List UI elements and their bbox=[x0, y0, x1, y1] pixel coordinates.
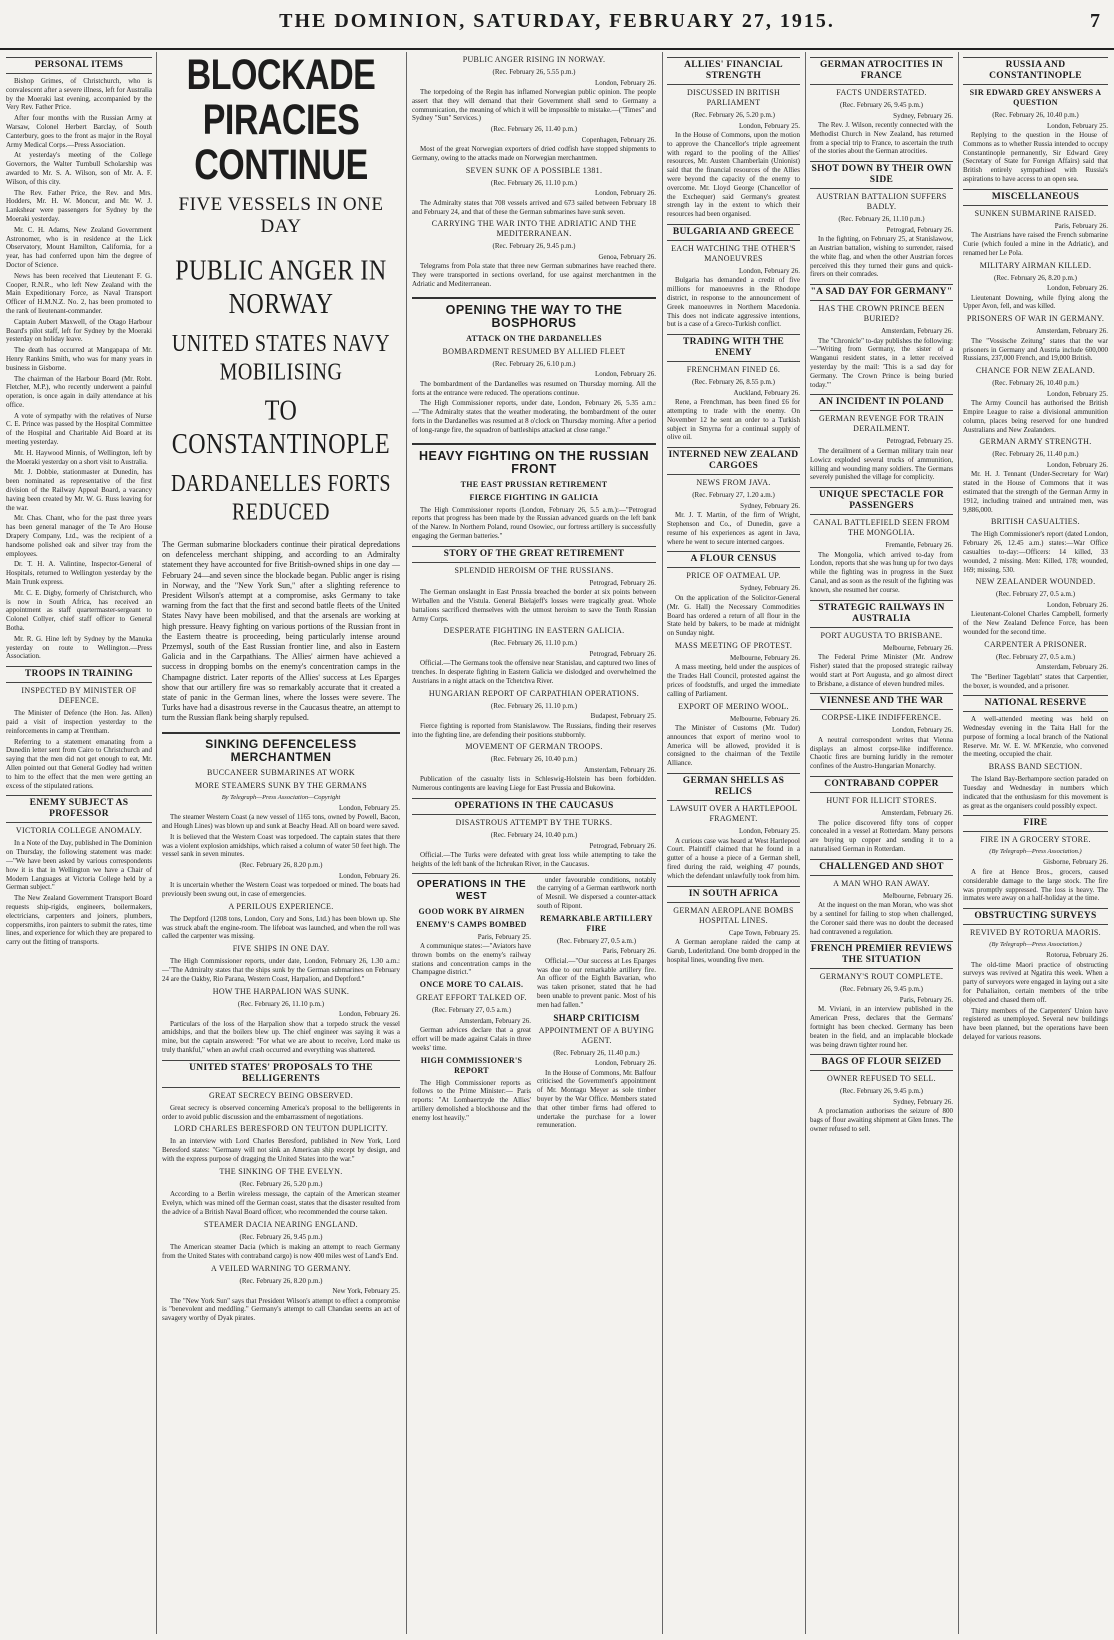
received-time: (Rec. February 26, 9.45 p.m.) bbox=[839, 101, 923, 109]
fire-subcolumn bbox=[537, 876, 656, 1133]
column-rule bbox=[156, 52, 157, 1634]
section-heading-copper: CONTRABAND COPPER bbox=[810, 776, 953, 793]
article-paragraph: The Deptford (1208 tons, London, Cory and Sons, Ltd.) has been blown up. She was struck abaft the engine-room. The lifeboat was launched, and when the roll was called the carpenter was missing. bbox=[162, 914, 400, 941]
article-paragraph: In a Note of the Day, published in The Dominion on Thursday, the following statement was made:—"We have been asked by various correspondents how it is that in Wellington we have a Chair of Modern Languages at Victoria College held by a German subject." bbox=[6, 839, 152, 892]
subheading: MOVEMENT OF GERMAN TROOPS. bbox=[465, 742, 603, 752]
dateline: Sydney, February 26. bbox=[893, 111, 953, 120]
article-paragraph: News has been received that Lieutenant F. G. Cooper, R.N.R., who left New Zealand with the Main Expeditionary Force, as Naval Transport Officer of H.M.N.Z. No. 2, has been promoted to the rank of lieutenant-commander. bbox=[6, 271, 152, 315]
section-heading-cargoes: INTERNED NEW ZEALAND CARGOES bbox=[667, 447, 800, 475]
subheading: FACTS UNDERSTATED. bbox=[836, 88, 927, 97]
section-heading-russia-constantinople: RUSSIA AND CONSTANTINOPLE bbox=[963, 57, 1108, 85]
dateline: London, February 26. bbox=[738, 266, 800, 275]
dateline: London, February 26. bbox=[1046, 600, 1108, 609]
article-paragraph: The chairman of the Harbour Board (Mr. Robt. Fletcher, M.P.), who recently underwent a painful operation, is once again in daily attendance at his office. bbox=[6, 374, 152, 409]
article-paragraph: The High Commissioner reports (London, February 26, 5.5 a.m.):—"Petrograd reports that progress has been made by the Russian advanced guards on the left bank of the Narew. In Northern Poland, round Osowiec, our fortress artillery is successfully engaging the German batteries." bbox=[412, 505, 656, 540]
article-paragraph: Rene, a Frenchman, has been fined £6 for attempting to trade with the enemy. On November 12 he sent an order to a Turkish subject in Smyrna for a continual supply of olive oil. bbox=[667, 398, 800, 442]
section-heading-us-proposals: UNITED STATES' PROPOSALS TO THE BELLIGERENTS bbox=[162, 1060, 400, 1088]
subheading: VICTORIA COLLEGE ANOMALY. bbox=[15, 826, 143, 836]
subheading: STEAMER DACIA NEARING ENGLAND. bbox=[204, 1219, 358, 1229]
article-paragraph: Mr. H. J. Tennant (Under-Secretary for War) stated in the House of Commons that it was estimated that the strength of the German Army in 1912, including trained and untrained men, was 9,886,000. bbox=[963, 470, 1108, 514]
article-paragraph: The Austrians have raised the French submarine Curie (which fouled a mine in the Adriatic), and renamed her Le Pola. bbox=[963, 231, 1108, 257]
article-paragraph: Mr. J. T. Martin, of the firm of Wright, Stephenson and Co., of Dunedin, gave a resume of his experiences as agent in Java, where he went to secure interned cargoes. bbox=[667, 511, 800, 546]
subheading: SUNKEN SUBMARINE RAISED. bbox=[974, 208, 1097, 218]
subheading: BUCCANEER SUBMARINES AT WORK bbox=[207, 767, 355, 777]
section-heading-south-africa: IN SOUTH AFRICA bbox=[667, 886, 800, 903]
dateline: Fremantle, February 26. bbox=[885, 541, 953, 550]
subheading: PRICE OF OATMEAL UP. bbox=[686, 571, 781, 581]
dateline: Sydney, February 26. bbox=[740, 501, 800, 510]
received-time: (Rec. February 26, 10.40 p.m.) bbox=[992, 111, 1079, 119]
article-paragraph: The German onslaught in East Prussia breached the border at six points between Wirballen and the Vistula. General Bielajeff's losses were tragically great. Whole battalions sacrificed themselves with the utmost heroism to save the Tenth Russian Army Corps. bbox=[412, 588, 656, 623]
article-paragraph: In the House of Commons, Mr. Balfour criticised the Government's appointment of Mr. Montagu Meyer as sole timber buyer by the War Office. Members stated that other timber firms had offered to undertake the purchase for a lower remuneration. bbox=[537, 1068, 656, 1130]
article-paragraph: Mr. Chas. Chant, who for the past three years has been general manager of the Te Aro House Drapery Company, Ltd., was the recipient of a handsome polished oak and silver tray from the employees. bbox=[6, 514, 152, 558]
article-paragraph: The police discovered fifty tons of copper concealed in a vessel at Rotterdam. Many persons are buying up copper and sending it to a naturalised German in Rotterdam. bbox=[810, 818, 953, 853]
dateline: Petrograd, February 26. bbox=[589, 841, 656, 850]
section-heading-sinking: SINKING DEFENCELESS MERCHANTMEN bbox=[162, 732, 400, 764]
dateline: Cape Town, February 25. bbox=[728, 928, 800, 937]
received-time: (Rec. February 26, 11.10 p.m.) bbox=[838, 215, 925, 224]
subheading: HUNGARIAN REPORT OF CARPATHIAN OPERATIONS. bbox=[428, 688, 640, 698]
dateline: Paris, February 26. bbox=[1054, 221, 1108, 230]
section-heading-atrocities: GERMAN ATROCITIES IN FRANCE bbox=[810, 57, 953, 85]
article-paragraph: It is uncertain whether the Western Coast was torpedoed or mined. The boats had previously been swung out, in case of emergencies. bbox=[162, 881, 400, 898]
dateline: Petrograd, February 26. bbox=[886, 225, 953, 234]
main-headline: BLOCKADE PIRACIES CONTINUE bbox=[186, 52, 376, 189]
article-paragraph: Mr. C. H. Adams, New Zealand Government Astronomer, who is in residence at the Lick Observatory, Mount Hamilton, California, for a year, has had conferred upon him the degree of Doctor of Science. bbox=[6, 225, 152, 269]
subheading: GERMAN REVENGE FOR TRAIN DERAILMENT. bbox=[818, 414, 945, 434]
article-paragraph: It is believed that the Western Coast was torpedoed. The captain states that there was a violent explosion amidships, which raised a column of water 50 feet high. The vessel sank in seven minutes. bbox=[162, 832, 400, 859]
byline: (By Telegraph—Press Association.) bbox=[989, 941, 1082, 949]
subheading: REVIVED BY ROTORUA MAORIS. bbox=[970, 928, 1101, 938]
article-paragraph: The Mongolia, which arrived to-day from London, reports that she was hung up for two days while the fighting was in progress in the Suez Canal, and as soon as the result of the fighting was known, she resumed her course. bbox=[810, 550, 953, 594]
dateline: Petrograd, February 25. bbox=[886, 437, 953, 446]
personal-items-list bbox=[6, 77, 152, 661]
article-paragraph: The Minister of Defence (the Hon. Jas. Allen) paid a visit of inspection yesterday to the reinforcements in camp at Trentham. bbox=[6, 709, 152, 735]
subheading: SHARP CRITICISM bbox=[553, 1012, 640, 1023]
dateline: London, February 25. bbox=[1046, 389, 1108, 398]
article-paragraph: The "Vossische Zeitung" states that the war prisoners in Germany and Austria include 600,000 Russians, 237,000 French, and 19,000 British. bbox=[963, 336, 1108, 363]
byline: (By Telegraph—Press Association.) bbox=[989, 848, 1082, 856]
dateline: Auckland, February 26. bbox=[733, 388, 800, 397]
article-paragraph: The Minister of Customs (Mr. Tudor) announces that export of merino wool to America will be allowed, provided it is consigned to the chairman of the Textile Alliance. bbox=[667, 724, 800, 768]
received-time: (Rec. February 27, 0.5 a.m.) bbox=[995, 652, 1076, 661]
subheading: FIRE IN A GROCERY STORE. bbox=[980, 835, 1091, 845]
subheading: ATTACK ON THE DARDANELLES bbox=[466, 333, 602, 343]
article-paragraph: The "New York Sun" says that President Wilson's attempt to effect a compromise is "benevolent and meddling." Germany's attempt to call Chandau seems an act of savagery worthy of Dyak pirates. bbox=[162, 1296, 400, 1323]
subheading: FIERCE FIGHTING IN GALICIA bbox=[469, 492, 599, 502]
dateline: Melbourne, February 26. bbox=[730, 653, 800, 662]
dateline: Petrograd, February 26. bbox=[589, 578, 656, 587]
subheading: ONCE MORE TO CALAIS. bbox=[419, 980, 524, 990]
column-5 bbox=[810, 52, 953, 1634]
dateline: Amsterdam, February 26. bbox=[881, 809, 953, 817]
dateline: London, February 26. bbox=[338, 871, 400, 880]
article-paragraph: The "Berliner Tageblatt" states that Carpentier, the boxer, is wounded, and a prisoner. bbox=[963, 672, 1108, 690]
subheading: HIGH COMMISSIONER'S REPORT bbox=[420, 1055, 523, 1075]
subheading: ENEMY'S CAMPS BOMBED bbox=[416, 919, 527, 929]
article-paragraph: Official.—The Germans took the offensive near Stanislau, and captured two lines of trenches. In desperate fighting in Eastern Galicia we dislodged and overwhelmed the Austrians in a night attack on the Tchetchva River. bbox=[412, 659, 656, 686]
dateline: Amsterdam, February 26. bbox=[1036, 327, 1108, 336]
received-time: (Rec. February 26, 8.20 p.m.) bbox=[239, 1276, 323, 1285]
column-2 bbox=[162, 52, 400, 1634]
section-heading-trading: TRADING WITH THE ENEMY bbox=[667, 334, 800, 362]
article-paragraph: The American steamer Dacia (which is making an attempt to reach Germany from the United States with contraband cargo) is now 400 miles west of Land's End. bbox=[162, 1243, 400, 1260]
article-paragraph: The derailment of a German military train near Lowicz exploded several trucks of ammunition, killing and wounding many soldiers. The Germans severely punished the village for complicity. bbox=[810, 446, 953, 482]
subheading: MILITARY AIRMAN KILLED. bbox=[979, 260, 1092, 270]
received-time: (Rec. February 26, 11.10 p.m.) bbox=[237, 999, 325, 1008]
section-heading-challenged: CHALLENGED AND SHOT bbox=[810, 859, 953, 876]
section-heading-west: OPERATIONS IN THE WEST bbox=[416, 878, 527, 902]
subheading: DESPERATE FIGHTING IN EASTERN GALICIA. bbox=[443, 626, 625, 636]
dateline: Amsterdam, February 26. bbox=[881, 327, 953, 336]
dateline: New York, February 25. bbox=[332, 1287, 400, 1296]
section-heading-shot-down: SHOT DOWN BY THEIR OWN SIDE bbox=[810, 161, 953, 189]
subheading: CHANCE FOR NEW ZEALAND. bbox=[975, 366, 1096, 376]
subheading: LORD CHARLES BERESFORD ON TEUTON DUPLICITY. bbox=[174, 1124, 388, 1134]
received-time: (Rec. February 26, 11.10 p.m.) bbox=[490, 639, 578, 648]
received-time: (Rec. February 26, 5.20 p.m.) bbox=[691, 111, 775, 119]
article-paragraph: The old-time Maori practice of obstructing surveys was revived at Ngatira this week. When a party of surveyors were engaged in laying out a site for Puhaliaiton, certain members of the tribe objected and chased them off. bbox=[963, 960, 1108, 1004]
masthead bbox=[0, 0, 1114, 50]
subheading: LAWSUIT OVER A HARTLEPOOL FRAGMENT. bbox=[669, 804, 798, 824]
subheading: A VEILED WARNING TO GERMANY. bbox=[211, 1263, 351, 1273]
subheading: CARPENTER A PRISONER. bbox=[984, 639, 1087, 649]
article-paragraph: The Rev. Father Price, the Rev. and Mrs. Hodders, Mr. H. W. Moncur, and Mr. W. J. Lankshear were passengers for Sydney by the Moeraki yesterday. bbox=[6, 188, 152, 223]
dateline: Petrograd, February 26. bbox=[589, 649, 656, 658]
dateline: Sydney, February 26. bbox=[893, 1097, 953, 1106]
dateline: London, February 25. bbox=[738, 827, 800, 836]
article-paragraph: In the House of Commons, upon the motion to approve the Chancellor's triple agreement with regard to the pooling of the Allies' resources, Mr. Austen Chamberlain (Unionist) said that the financial resources of the Allies were beyond the capacity of the enemy to overcome. Mr. Lloyd George (Chancellor of the Exchequer) said Germany's greatest strength lay in the extent to which their resources had been organised. bbox=[667, 131, 800, 219]
column-rule bbox=[406, 52, 407, 1634]
subheading: DISASTROUS ATTEMPT BY THE TURKS. bbox=[455, 818, 613, 827]
article-paragraph: A well-attended meeting was held on Wednesday evening in the Taita Hall for the purpose of forming a local branch of the National Reserve. Mr. W. E. W. M'Kenzie, who convened the meeting, occupied the chair. bbox=[963, 715, 1108, 759]
section-heading-shells: GERMAN SHELLS AS RELICS bbox=[667, 773, 800, 801]
subheading: EXPORT OF MERINO WOOL. bbox=[678, 701, 789, 711]
dateline: London, February 25. bbox=[338, 803, 400, 812]
received-time: (Rec. February 26, 8.20 p.m.) bbox=[239, 861, 323, 870]
section-heading-vienna: VIENNESE AND THE WAR bbox=[810, 693, 953, 710]
subheading: NEWS FROM JAVA. bbox=[696, 478, 771, 488]
received-time: (Rec. February 27, 0.5 a.m.) bbox=[556, 936, 637, 945]
dateline: London, February 26. bbox=[594, 370, 656, 379]
dateline: Amsterdam, February 26. bbox=[459, 1016, 531, 1025]
received-time: (Rec. February 26, 8.20 p.m.) bbox=[993, 273, 1077, 282]
article-paragraph: In the fighting, on February 25, at Stanislawow, an Austrian battalion, wishing to surrender, raised the white flag, and when the other Austrian forces perceived this they turned their guns and quick-firers on their comrades. bbox=[810, 235, 953, 279]
received-time: (Rec. February 27, 1.20 a.m.) bbox=[692, 491, 775, 500]
article-paragraph: Lieutenant-Colonel Charles Campbell, formerly of the New Zealand Defence Force, has been wounded for the second time. bbox=[963, 610, 1108, 636]
subheading: EACH WATCHING THE OTHER'S MANOEUVRES bbox=[671, 243, 796, 263]
article-paragraph: Bishop Grimes, of Christchurch, who is convalescent after a severe illness, left for Australia by the Moeraki last evening, accompanied by the Very Rev. Father Price. bbox=[6, 77, 152, 112]
article-paragraph: Most of the great Norwegian exporters of dried codfish have stopped shipments to Germany, owing to the attacks made on Norwegian merchantmen. bbox=[412, 145, 656, 162]
article-paragraph: The High Commissioner reports, under date, London, February 26, 1.30 a.m.:—"The Admiralty states that the ships sunk by the German submarines on February 24 are the Oakby, Rio Parana, Western Coast, Harpalion, and Deptford." bbox=[162, 957, 400, 983]
article-paragraph: According to a Berlin wireless message, the captain of the American steamer Evelyn, which was mined off the German coast, states that the disaster resulted from the advice of a British Naval Board officer, who recommended the course taken. bbox=[162, 1190, 400, 1216]
article-paragraph: A neutral correspondent writes that Vienna displays an almost corpse-like indifference. Chaotic fires are burning luridly in the remoter confines of the Austro-Hungarian Monarchy. bbox=[810, 735, 953, 771]
dateline: London, February 26. bbox=[594, 78, 656, 87]
article-paragraph: A communique states:—"Aviators have thrown bombs on the enemy's railway stations and concentration camps in the Champagne district." bbox=[412, 942, 531, 977]
section-heading-miscellaneous: MISCELLANEOUS bbox=[963, 189, 1108, 206]
section-heading-railways: STRATEGIC RAILWAYS IN AUSTRALIA bbox=[810, 600, 953, 628]
article-paragraph: Particulars of the loss of the Harpalion show that a torpedo struck the vessel amidships, and that the boilers blew up. The chief engineer was saying it was a mine, but the captain answered: "For what we are about to receive, Lord make us truly thankful," when an awful crash occurred and everything was shattered. bbox=[162, 1019, 400, 1054]
received-time: (Rec. February 26, 5.20 p.m.) bbox=[239, 1179, 323, 1188]
headline-deck: FIVE VESSELS IN ONE DAY bbox=[178, 194, 384, 237]
received-time: (Rec. February 26, 11.40 p.m.) bbox=[992, 450, 1079, 459]
section-heading-personal-items: PERSONAL ITEMS bbox=[6, 57, 152, 74]
received-time: (Rec. February 26, 9.45 p.m.) bbox=[839, 985, 923, 994]
article-paragraph: Dr. T. H. A. Valintine, Inspector-General of Hospitals, returned to Wellington yesterday by the Main Trunk express. bbox=[6, 560, 152, 587]
section-heading-national-reserve: NATIONAL RESERVE bbox=[963, 695, 1108, 712]
received-time: (Rec. February 26, 10.40 p.m.) bbox=[490, 755, 578, 764]
dateline: Gisborne, February 26. bbox=[1043, 858, 1108, 867]
received-time: (Rec. February 26, 11.40 p.m.) bbox=[490, 125, 578, 134]
article-paragraph: The Admiralty states that 708 vessels arrived and 673 sailed between February 18 and February 24, and that of these the German submarines have sunk seven. bbox=[412, 198, 656, 216]
section-heading-surveys: OBSTRUCTING SURVEYS bbox=[963, 908, 1108, 925]
subheading: DISCUSSED IN BRITISH PARLIAMENT bbox=[686, 88, 781, 107]
subheading: INSPECTED BY MINISTER OF DEFENCE. bbox=[21, 686, 137, 706]
column-1 bbox=[6, 52, 152, 1634]
article-paragraph: After four months with the Russian Army at Warsaw, Colonel Herbert Barclay, of South Canterbury, goes to the front as major in the Royal Army Medical Corps.—Press Association. bbox=[6, 114, 152, 149]
subheading: NEW ZEALANDER WOUNDED. bbox=[975, 577, 1096, 587]
section-heading-premier: FRENCH PREMIER REVIEWS THE SITUATION bbox=[810, 941, 953, 969]
subheading: CANAL BATTLEFIELD SEEN FROM THE MONGOLIA. bbox=[813, 518, 950, 538]
dateline: Melbourne, February 26. bbox=[730, 714, 800, 723]
subheading: GOOD WORK BY AIRMEN bbox=[418, 906, 525, 916]
dateline: Paris, February 26. bbox=[899, 995, 953, 1004]
section-heading-caucasus: OPERATIONS IN THE CAUCASUS bbox=[412, 798, 656, 815]
subheading: OWNER REFUSED TO SELL. bbox=[827, 1074, 936, 1084]
article-paragraph: The bombardment of the Dardanelles was resumed on Thursday morning. All the forts at the entrance were reduced. The operations continue. bbox=[412, 379, 656, 397]
subheading: BRASS BAND SECTION. bbox=[988, 762, 1083, 772]
section-heading-troops: TROOPS IN TRAINING bbox=[6, 666, 152, 683]
dateline: London, February 26. bbox=[891, 726, 953, 735]
received-time: (Rec. February 27, 0.5 a.m.) bbox=[431, 1006, 512, 1015]
received-time: (Rec. February 26, 10.40 p.m.) bbox=[992, 379, 1079, 388]
section-heading-bulgaria: BULGARIA AND GREECE bbox=[667, 224, 800, 241]
article-paragraph: The "Chronicle" to-day publishes the following:—"Writing from Germany, the sister of a Wanganui resident states, in a letter received yesterday by the mail: 'This is a sad day for Germany. The Crown Prince is being buried today.'" bbox=[810, 336, 953, 389]
section-heading-fire: FIRE bbox=[963, 815, 1108, 832]
article-paragraph: A curious case was heard at West Hartlepool Court. Plaintiff claimed that he found in a gutter of a house a piece of a German shell, fired during the raid, weighing 47 pounds, which the defendant unlawfully took from him. bbox=[667, 836, 800, 880]
subheading: GERMANY'S ROUT COMPLETE. bbox=[819, 972, 944, 982]
article-paragraph: The death has occurred at Mangapapa of Mr. Henry Rankins Smith, who was for many years in business in Gisborne. bbox=[6, 346, 152, 372]
article-paragraph: Replying to the question in the House of Commons as to whether Russia intended to occupy Constantinople permanently, Sir Edward Grey (Secretary of State for Foreign Affairs) said that British entirely sympathised with Russia's aspirations to have access to an open sea. bbox=[963, 131, 1108, 183]
article-paragraph: At yesterday's meeting of the College Governors, the Walter Turnbull Scholarship was awarded to Mr. S. A. Wilson, son of Mr. A. F. Wilson, of this city. bbox=[6, 151, 152, 186]
dateline: London, February 26. bbox=[338, 1010, 400, 1019]
article-paragraph: The Army Council has authorised the British Empire League to raise a divisional ammunition column, places being reserved for one hundred Australians and New Zealanders. bbox=[963, 399, 1108, 434]
section-heading-flour-seized: BAGS OF FLOUR SEIZED bbox=[810, 1054, 953, 1071]
article-paragraph: Captain Aubert Maxwell, of the Otago Harbour Board's pilot staff, left for Sydney by the Moeraki yesterday on holiday leave. bbox=[6, 317, 152, 344]
subheading: FIVE SHIPS IN ONE DAY. bbox=[232, 944, 330, 954]
subheading: PORT AUGUSTA TO BRISBANE. bbox=[820, 630, 943, 640]
subheading: MORE STEAMERS SUNK BY THE GERMANS bbox=[195, 780, 367, 790]
west-subcolumn bbox=[412, 876, 531, 1133]
article-paragraph: M. Viviani, in an interview published in the American Press, declares that the Germans' fortnight has been checked. Germany has been beaten in the field, and an implacable blockade was being drawn tighter round her. bbox=[810, 1005, 953, 1049]
article-paragraph: Official.—"Our success at Les Eparges was due to our remarkable artillery fire. An officer of the Eighth Bavarian, who was taken prisoner, stated that he had been unable to prevent panic. Most of his men had fallen." bbox=[537, 956, 656, 1009]
received-time: (Rec. February 26, 5.55 p.m.) bbox=[492, 68, 576, 76]
headline-deck: DARDANELLES FORTS REDUCED bbox=[170, 470, 392, 526]
dateline: London, February 26. bbox=[594, 1059, 656, 1068]
received-time: (Rec. February 26, 9.45 p.m.) bbox=[239, 1232, 323, 1241]
article-paragraph: Mr. J. Dobbie, stationmaster at Dunedin, has been nominated as representative of the first division of the Railway Appeal Board, a vacancy having been created by Mr. W. G. Russ leaving for the war. bbox=[6, 468, 152, 512]
subheading: MASS MEETING OF PROTEST. bbox=[674, 640, 793, 650]
received-time: (Rec. February 24, 10.40 p.m.) bbox=[490, 831, 578, 839]
subheading: GREAT SECRECY BEING OBSERVED. bbox=[208, 1090, 354, 1100]
dateline: London, February 26. bbox=[594, 189, 656, 198]
dateline: London, February 26. bbox=[1046, 460, 1108, 469]
dateline: London, February 26. bbox=[1046, 284, 1108, 293]
war-summary: The German submarine blockaders continue their piratical depredations on defenceless merchant shipping, and according to an Admiralty statement they have accounted for five British-owned ships in one day —February 24—and seven since the blockade began. Public anger is rising in Norway, and the "New York Sun," after a slighting reference to President Wilson's attempt at a compromise, asks Germany to take warning from the fact that the first and second battle fleets of the United States Navy have been mobilised, and that the arsenals are working at high pressure. Heavy fighting on various portions of the Russian front in the Eastern theatre is proceeding, being particularly intense around Przemysl, south of the East Russian frontier line, and also in Eastern Galicia and in the Carpathians. The Allies' airmen have achieved a success in dropping bombs on the enemy's concentration camps in the Champagne district. Later reports of the Allies' success at Les Eparges show that our artillery fire was so remarkably accurate that it created a state of panic in the German lines, where the losses were severe. The Turks have had a disastrous reverse in the Caucasus theatre, an attempt to turn the Russian flank being sharply repulsed. bbox=[162, 540, 400, 723]
subheading: PRISONERS OF WAR IN GERMANY. bbox=[966, 314, 1105, 324]
dateline: Paris, February 25. bbox=[477, 932, 531, 941]
article-paragraph: The Rev. J. Wilson, recently connected with the Methodist Church in New Zealand, has returned from a special trip to France, to ascertain the truth of the stories about the German atrocities. bbox=[810, 121, 953, 156]
column-rule bbox=[958, 52, 959, 1634]
split-section bbox=[412, 873, 656, 1133]
subheading: APPOINTMENT OF A BUYING AGENT. bbox=[538, 1025, 655, 1045]
subheading: HAS THE CROWN PRINCE BEEN BURIED? bbox=[818, 304, 945, 324]
column-rule bbox=[662, 52, 663, 1634]
article-paragraph: The torpedoing of the Regin has inflamed Norwegian public opinion. The people assert that they will demand that their Government shall send to Germany a communication, the meaning of which it will be impossible to mistake.—("Times" and Sydney "Sun" Services.) bbox=[412, 88, 656, 123]
headline-deck: UNITED STATES NAVY MOBILISING bbox=[171, 330, 391, 386]
dateline: Melbourne, February 26. bbox=[883, 643, 953, 652]
subheading: CARRYING THE WAR INTO THE ADRIATIC AND THE MEDITERRANEAN. bbox=[431, 219, 637, 239]
article-paragraph: The Federal Prime Minister (Mr. Andrew Fisher) stated that the proposed strategic railway would start at Port Augusta, and go almost direct to Brisbane, a distance of eleven hundred miles. bbox=[810, 653, 953, 688]
dateline: Rotorua, February 26. bbox=[1046, 951, 1108, 960]
subheading: SPLENDID HEROISM OF THE RUSSIANS. bbox=[454, 565, 614, 575]
headline-deck: TO CONSTANTINOPLE bbox=[171, 395, 391, 461]
dateline: Budapest, February 25. bbox=[590, 712, 656, 721]
article-paragraph: The New Zealand Government Transport Board requests ship-rigids, engineers, boilermakers, electricians, carpenters and joiners, plumbers, coppersmiths, iron painters to submit the rates, time lines, and experience for which they are prepared to carry out the fitting of transports. bbox=[6, 894, 152, 947]
headline-deck: PUBLIC ANGER IN NORWAY bbox=[175, 255, 387, 321]
section-heading-russian-front: HEAVY FIGHTING ON THE RUSSIAN FRONT bbox=[412, 443, 656, 476]
section-heading-poland: AN INCIDENT IN POLAND bbox=[810, 394, 953, 411]
article-paragraph: Telegrams from Pola state that three new German submarines have reached there. They were transported in sections overland, for use against merchantmen in the Adriatic and Mediterranean. bbox=[412, 262, 656, 288]
subheading: SEVEN SUNK OF A POSSIBLE 1381. bbox=[465, 165, 603, 175]
dateline: London, February 25. bbox=[1046, 121, 1108, 130]
subheading: A PERILOUS EXPERIENCE. bbox=[228, 901, 334, 911]
column-4 bbox=[667, 52, 800, 1634]
section-heading-spectacle: UNIQUE SPECTACLE FOR PASSENGERS bbox=[810, 487, 953, 515]
subheading: CORPSE-LIKE INDIFFERENCE. bbox=[821, 713, 942, 723]
article-paragraph: Fierce fighting is reported from Stanislawow. The Russians, finding their reserves into the fighting line, are defending their positions stubbornly. bbox=[412, 721, 656, 739]
article-paragraph: Publication of the casualty lists in Schleswig-Holstein has been forbidden. Numerous contingents are leaving Liege for East Prussia and Bukowina. bbox=[412, 775, 656, 793]
received-time: (Rec. February 27, 0.5 a.m.) bbox=[995, 590, 1076, 599]
page-number: 7 bbox=[1090, 10, 1100, 32]
dateline: Melbourne, February 26. bbox=[883, 891, 953, 900]
article-paragraph: A mass meeting, held under the auspices of the Trades Hall Council, protested against the prices of foodstuffs, and urged the immediate calling of Parliament. bbox=[667, 663, 800, 698]
dateline: Genoa, February 26. bbox=[598, 252, 656, 261]
article-paragraph: Referring to a statement emanating from a Dunedin letter sent from Cairo to Christchurch and saying that the men did not get enough to eat, Mr. Allen pointed out that General Godley had written to him to the effect that the men were getting an excess of the stipulated rations. bbox=[6, 737, 152, 790]
section-heading-enemy-subject: ENEMY SUBJECT AS PROFESSOR bbox=[6, 795, 152, 823]
column-3 bbox=[412, 52, 656, 1634]
article-paragraph: Official.—The Turks were defeated with great loss while attempting to take the heights of the left bank of the Itchrukan River, in the Caucasus. bbox=[412, 851, 656, 868]
article-paragraph: On the application of the Solicitor-General (Mr. G. Hall) the Necessary Commodities Board has ordered a return of all flour in the State held by bakers, to be made at midnight on Sunday night. bbox=[667, 593, 800, 638]
article-paragraph: A proclamation authorises the seizure of 800 bags of flour awaiting shipment at Glen Innes. The owner refused to sell. bbox=[810, 1107, 953, 1133]
subheading: SIR EDWARD GREY ANSWERS A QUESTION bbox=[969, 88, 1102, 107]
subheading: REMARKABLE ARTILLERY FIRE bbox=[540, 913, 653, 933]
article-paragraph: The High Commissioner's report (dated London, February 26, 12.45 a.m.) states:—War Office casualties to-day:—Officers: 14 killed, 33 wounded, 2 missing. Men: Killed, 178; wounded, 169; missing, 530. bbox=[963, 530, 1108, 574]
dateline: Amsterdam, February 26. bbox=[1036, 663, 1108, 672]
received-time: (Rec. February 26, 8.55 p.m.) bbox=[691, 378, 775, 387]
article-paragraph: German advices declare that a great effort will be made against Calais in three weeks' time. bbox=[412, 1026, 531, 1052]
section-heading-retirement: STORY OF THE GREAT RETIREMENT bbox=[412, 546, 656, 563]
subheading: GREAT EFFORT TALKED OF. bbox=[416, 993, 527, 1003]
subheading: FRENCHMAN FINED £6. bbox=[686, 365, 781, 375]
dateline: Copenhagen, February 26. bbox=[581, 135, 656, 144]
subheading: GERMAN ARMY STRENGTH. bbox=[979, 437, 1092, 447]
article-paragraph: The Island Bay-Berhampore section paraded on Tuesday and Wednesday in numbers which indicated that the enthusiasm for this movement is as great as the organisers could possibly expect. bbox=[963, 775, 1108, 810]
received-time: (Rec. February 26, 11.40 p.m.) bbox=[553, 1048, 640, 1057]
dateline: Paris, February 26. bbox=[602, 947, 656, 956]
article-paragraph: Bulgaria has demanded a credit of five millions for manoeuvres in the Rhodope district, in response to the announcement of Greek manoeuvres in Northern Macedonia. This does not indicate aggressive intentions, but is a case of a Greco-Turkish conflict. bbox=[667, 276, 800, 329]
article-paragraph: The High Commissioner reports as follows to the Prime Minister:— Paris reports: "At Lombaertzyde the Allies' artillery demolished a blockhouse and the enemy lost heavily." bbox=[412, 1078, 531, 1122]
section-heading-bosphorus: OPENING THE WAY TO THE BOSPHORUS bbox=[412, 297, 656, 330]
article-paragraph: The steamer Western Coast (a new vessel of 1165 tons, owned by Powell, Bacon, and Hough Lines) was blown up and sunk at Beachy Head. All on board were saved. bbox=[162, 813, 400, 830]
received-time: (Rec. February 26, 9.45 p.m.) bbox=[492, 242, 576, 251]
byline: By Telegraph—Press Association—Copyright bbox=[221, 793, 341, 801]
subheading: GERMAN AEROPLANE BOMBS HOSPITAL LINES. bbox=[673, 905, 794, 925]
subheading: A MAN WHO RAN AWAY. bbox=[833, 878, 930, 888]
subheading: PUBLIC ANGER RISING IN NORWAY. bbox=[462, 55, 606, 64]
article-paragraph: under favourable conditions, notably the carrying of a German earthwork north of Mesnil. We dispersed a counter-attack south of Ripont. bbox=[537, 875, 656, 910]
column-rule bbox=[805, 52, 806, 1634]
article-paragraph: Mr. C. E. Digby, formerly of Christchurch, who is now in South Africa, has received an appointment as staff quartermaster-sergeant to Colonel Collyer, chief staff officer to General Botha. bbox=[6, 588, 152, 633]
dateline: Sydney, February 26. bbox=[740, 584, 800, 593]
article-paragraph: Great secrecy is observed concerning America's proposal to the belligerents in order to avoid public discussion and the embarrassment of negotiations. bbox=[162, 1103, 400, 1121]
article-paragraph: A vote of sympathy with the relatives of Nurse C. E. Prince was passed by the Hospital Committee of the Hospital and Charitable Aid Board at its meeting yesterday. bbox=[6, 411, 152, 447]
newspaper-title: THE DOMINION, SATURDAY, FEBRUARY 27, 1915. bbox=[279, 10, 835, 32]
article-paragraph: At the inquest on the man Moran, who was shot by a sentinel for failing to stop when challenged, the Coroner said there was no doubt the deceased had contravened a regulation. bbox=[810, 901, 953, 936]
section-heading-financial: ALLIES' FINANCIAL STRENGTH bbox=[667, 57, 800, 85]
article-paragraph: Mr. H. Haywood Minnis, of Wellington, left by the Moeraki yesterday on a short visit to Australia. bbox=[6, 448, 152, 466]
article-paragraph: A fire at Hence Bros., grocers, caused considerable damage to the large stock. The fire was promptly suppressed. The loss is heavy. The inmates were away on a half-holiday at the time. bbox=[963, 867, 1108, 903]
article-paragraph: Lieutenant Downing, while flying along the Upper Avon, fell, and was killed. bbox=[963, 293, 1108, 311]
dateline: Amsterdam, February 26. bbox=[584, 765, 656, 774]
article-paragraph: In an interview with Lord Charles Beresford, published in New York, Lord Beresford states: "Germany will not sink an American ship except by design, and with the express purpose of dragging the United States into the war." bbox=[162, 1137, 400, 1163]
article-paragraph: The High Commissioner reports, under date, London, February 26, 5.35 a.m.:—"The Admiralty states that the weather moderating, the bombardment of the outer forts in the Dardanelles was resumed at 8 o'clock on Thursday morning. After a period of long-range fire, the squadron of battleships attacked at close range." bbox=[412, 399, 656, 434]
section-heading-flour: A FLOUR CENSUS bbox=[667, 551, 800, 568]
subheading: BRITISH CASUALTIES. bbox=[991, 517, 1080, 527]
subheading: THE SINKING OF THE EVELYN. bbox=[219, 1166, 343, 1176]
received-time: (Rec. February 26, 11.10 p.m.) bbox=[490, 178, 578, 187]
received-time: (Rec. February 26, 11.10 p.m.) bbox=[490, 701, 578, 710]
article-paragraph: A German aeroplane raided the camp at Garub, Luderitzland. One bomb dropped in the hospital lines, wounding five men. bbox=[667, 938, 800, 964]
subheading: BOMBARDMENT RESUMED BY ALLIED FLEET bbox=[442, 346, 626, 356]
received-time: (Rec. February 26, 9.45 p.m.) bbox=[839, 1087, 923, 1096]
section-heading-sad-day: "A SAD DAY FOR GERMANY" bbox=[810, 284, 953, 301]
received-time: (Rec. February 26, 6.10 p.m.) bbox=[492, 359, 576, 368]
article-paragraph: Mr. R. G. Hine left by Sydney by the Manuka yesterday on route to Wellington.—Press Association. bbox=[6, 634, 152, 661]
dateline: London, February 25. bbox=[738, 121, 800, 130]
subheading: THE EAST PRUSSIAN RETIREMENT bbox=[460, 479, 608, 489]
subheading: HOW THE HARPALION WAS SUNK. bbox=[212, 986, 350, 996]
column-6 bbox=[963, 52, 1108, 1634]
subheading: HUNT FOR ILLICIT STORES. bbox=[826, 796, 937, 805]
subheading: AUSTRIAN BATTALION SUFFERS BADLY. bbox=[816, 192, 947, 212]
article-paragraph: Thirty members of the Carpenters' Union have registered as unemployed. Several new buildings have been planned, but the operations have been delayed for various reasons. bbox=[963, 1006, 1108, 1042]
